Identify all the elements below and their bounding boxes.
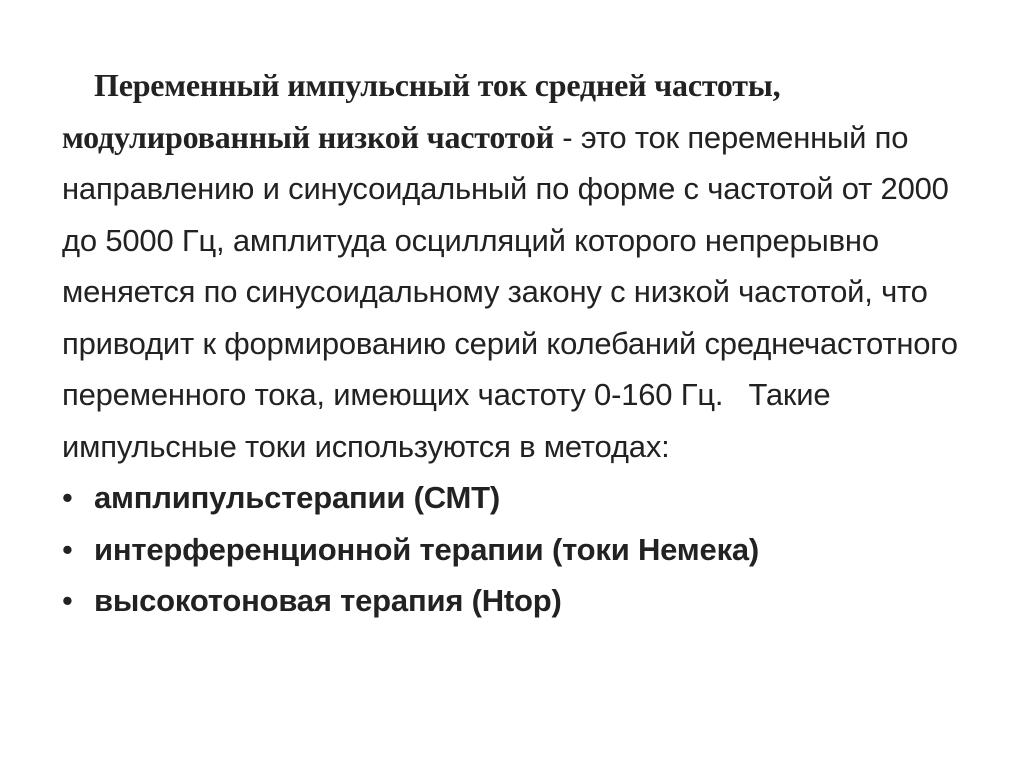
term-separator: - (553, 119, 581, 155)
bullet-icon: • (62, 531, 73, 567)
list-item (62, 472, 964, 524)
list-item (62, 524, 964, 576)
method-label: интерференционной терапии (токи Немека) (94, 531, 760, 567)
list-item (62, 575, 964, 627)
method-label: высокотоновая терапия (Htop) (94, 583, 562, 618)
bullet-icon: • (62, 583, 73, 618)
bullet-icon: • (62, 480, 73, 515)
definition-text: это ток переменный по направлению и синусоидальный по форме с частотой от 2000 до 5000 Гц, амплитуда осцилляций которого непрерывно меняется по синусоидальному закону с низкой частотой, что приводит к формированию серий колебаний среднечастотного переменного тока, имеющих частоту 0-160 Гц. (62, 119, 958, 412)
term-heading: Переменный импульсный ток средней частоты, модулированный низкой частотой (62, 67, 781, 155)
usage-text: Такие импульсные токи используются в методах: (62, 377, 831, 464)
definition-paragraph (62, 60, 964, 472)
method-label: амплипульстерапии (СМТ) (94, 480, 501, 515)
methods-list (62, 472, 964, 627)
